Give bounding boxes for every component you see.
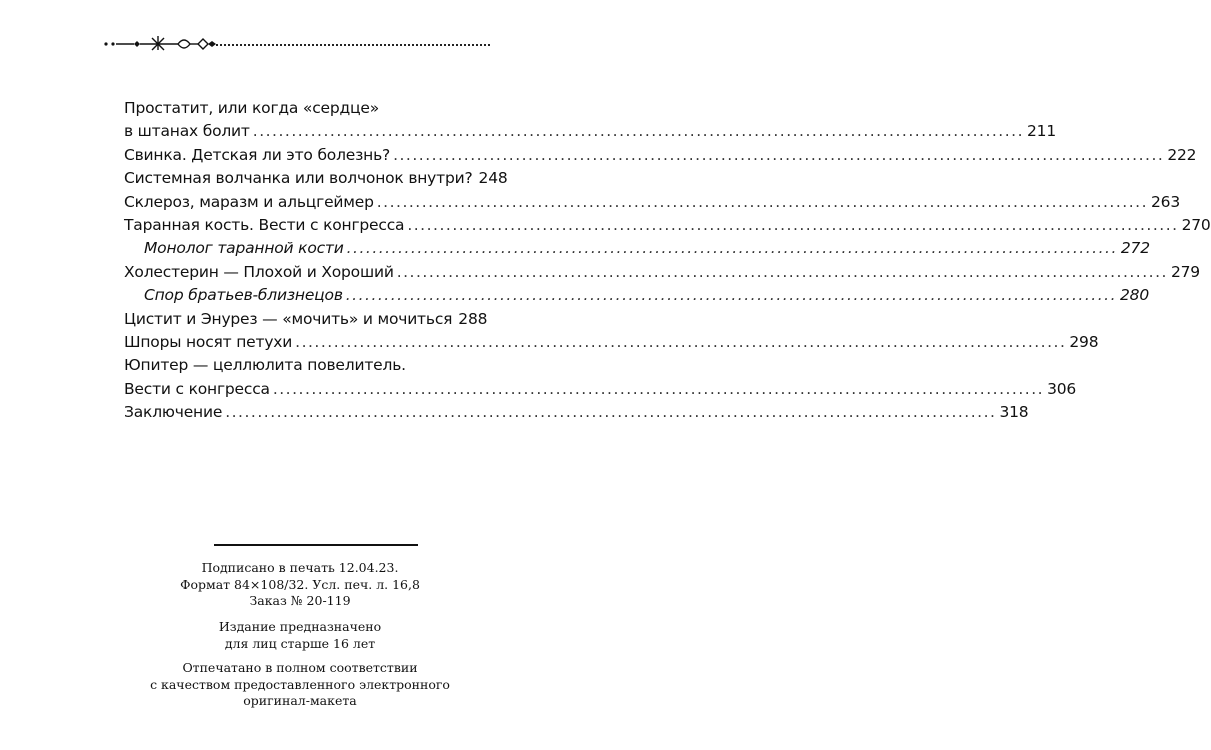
imprint-print-line: оригинал-макета — [243, 693, 357, 708]
imprint-print-info — [150, 560, 450, 610]
toc-entry — [124, 97, 459, 120]
toc-entry-page: 270 — [1181, 216, 1211, 235]
toc-entry-page: 318 — [999, 403, 1029, 422]
toc-entry — [124, 378, 1077, 401]
toc-entry-title: Свинка. Детская ли это болезнь? — [124, 145, 391, 164]
toc-entry-page: 248 — [478, 169, 508, 188]
toc-entry-title: Заключение — [124, 403, 223, 422]
leader-dots: ........................................................................................................................ — [252, 122, 1025, 141]
imprint-age-line: для лиц старше 16 лет — [224, 635, 376, 651]
toc-entry — [124, 261, 1200, 284]
toc-entry-page: 280 — [1120, 286, 1149, 305]
toc-entry-title: в штанах болит — [124, 122, 250, 141]
toc-entry-title: Цистит и Энурез — «мочить» и мочиться — [124, 309, 453, 328]
toc-entry-title: Склероз, маразм и альцгеймер — [124, 192, 374, 211]
toc-entry — [124, 331, 1099, 354]
toc-entry — [124, 167, 508, 190]
leader-dots: ........................................................................................................................ — [295, 333, 1067, 352]
imprint-print-quality — [150, 660, 450, 710]
toc-entry-title: Юпитер — целлюлита повелитель. — [124, 356, 406, 375]
table-of-contents — [124, 97, 1211, 425]
toc-entry-page: 263 — [1151, 192, 1180, 211]
imprint-print-line: с качеством предоставленного электронного — [150, 676, 450, 692]
toc-entry — [124, 214, 1211, 237]
header-ornament — [104, 32, 490, 50]
leader-dots: ........................................................................................................................ — [396, 262, 1168, 281]
leader-dots: ........................................................................................................................ — [407, 216, 1179, 235]
toc-entry — [124, 401, 1029, 424]
imprint-separator — [214, 544, 418, 546]
toc-entry — [124, 354, 459, 377]
ornament-dotted-rule — [216, 44, 490, 46]
toc-entry-title: Монолог таранной кости — [144, 239, 344, 258]
imprint-print-line: Отпечатано в полном соответствии — [182, 660, 418, 675]
leader-dots: ........................................................................................................................ — [393, 145, 1165, 164]
toc-entry-title: Шпоры носят петухи — [124, 333, 293, 352]
toc-entry — [124, 308, 488, 331]
toc-entry-page: 306 — [1047, 379, 1077, 398]
toc-entry-page: 288 — [458, 309, 488, 328]
toc-entry — [124, 144, 1197, 167]
leader-dots: ........................................................................................................................ — [345, 286, 1117, 305]
toc-entry-title: Вести с конгресса — [124, 379, 270, 398]
toc-entry-page: 211 — [1027, 122, 1057, 141]
toc-entry-title: Простатит, или когда «сердце» — [124, 99, 379, 117]
imprint-format: Формат 84×108/32. Усл. печ. л. 16,8 — [180, 576, 420, 592]
flourish-icon — [104, 32, 224, 50]
toc-entry-page: 272 — [1120, 239, 1150, 258]
leader-dots: ........................................................................................................................ — [346, 239, 1118, 258]
toc-entry-title: Таранная кость. Вести с конгресса — [124, 216, 405, 235]
toc-entry — [124, 120, 1057, 143]
imprint-order: Заказ № 20-119 — [249, 593, 351, 608]
toc-entry-page: 222 — [1167, 145, 1197, 164]
imprint-age-rating — [150, 619, 450, 652]
toc-entry-title: Холестерин — Плохой и Хороший — [124, 262, 394, 281]
toc-subentry — [124, 237, 1150, 260]
imprint-signed: Подписано в печать 12.04.23. — [201, 560, 399, 575]
toc-subentry — [124, 284, 1149, 307]
leader-dots: ........................................................................................................................ — [376, 192, 1148, 211]
toc-entry-title: Спор братьев-близнецов — [144, 286, 343, 305]
toc-entry-title: Системная волчанка или волчонок внутри? — [124, 169, 473, 188]
toc-entry — [124, 191, 1180, 214]
imprint-age-line: Издание предназначено — [218, 619, 382, 634]
leader-dots: ........................................................................................................................ — [225, 403, 997, 422]
toc-entry-page: 279 — [1170, 262, 1200, 281]
toc-entry-page: 298 — [1069, 333, 1099, 352]
leader-dots: ........................................................................................................................ — [272, 379, 1045, 398]
